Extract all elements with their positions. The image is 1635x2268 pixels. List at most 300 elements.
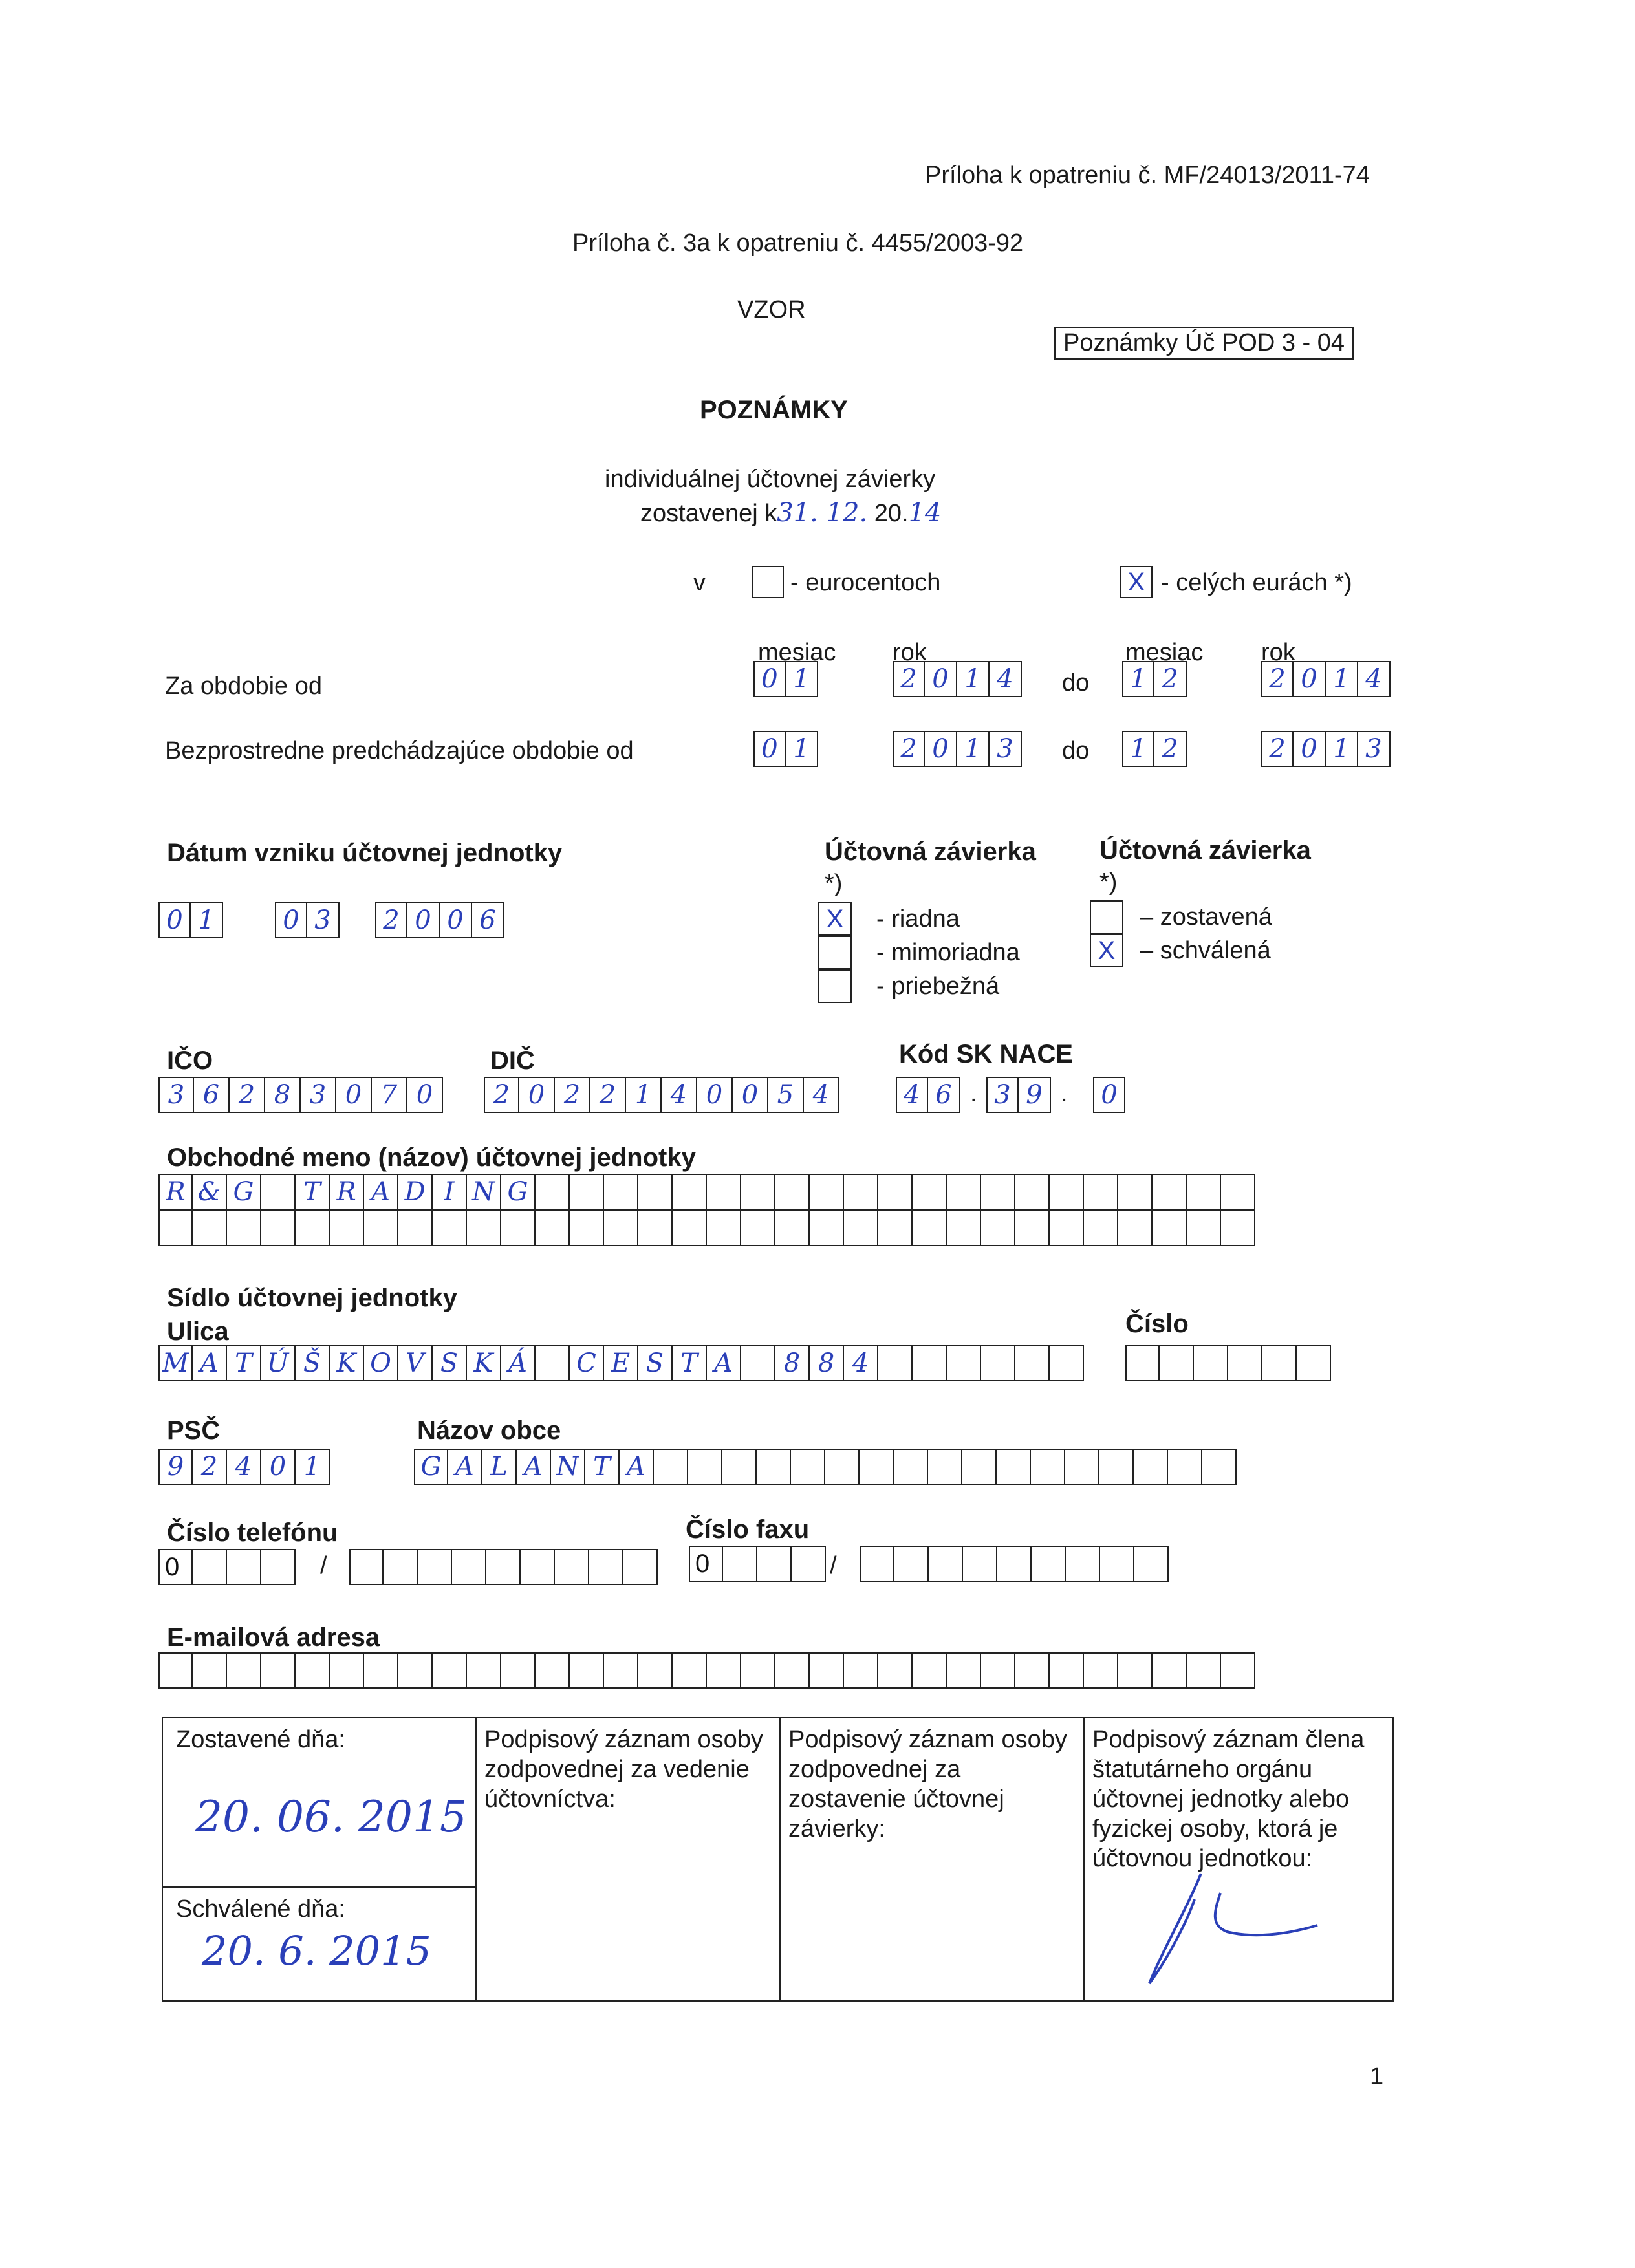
char-cell bbox=[860, 1449, 894, 1485]
char-cell: R bbox=[158, 1174, 193, 1210]
signature-scribble bbox=[1123, 1867, 1356, 1996]
char-cell bbox=[1187, 1652, 1221, 1689]
char-cell bbox=[963, 1546, 997, 1582]
signature-table bbox=[162, 1717, 1394, 2002]
business-name-row-1[interactable] bbox=[158, 1174, 1255, 1210]
current-to-month[interactable] bbox=[1122, 661, 1187, 697]
euro-checkbox[interactable]: X bbox=[1120, 566, 1153, 598]
char-cell: L bbox=[482, 1449, 517, 1485]
char-cell bbox=[947, 1210, 981, 1246]
founded-month[interactable] bbox=[275, 902, 340, 938]
digit-cell: 4 bbox=[1358, 661, 1391, 697]
uz-star-2: *) bbox=[1099, 869, 1118, 896]
char-cell bbox=[501, 1210, 536, 1246]
digit-cell: 0 bbox=[407, 1077, 443, 1113]
char-cell bbox=[1187, 1174, 1221, 1210]
statutory-signature-label: Podpisový záznam člena štatutárneho orgánu účtovnej jednotky alebo fyzickej osoby, ktorá je účtovnou jednotkou: bbox=[1092, 1726, 1365, 1872]
char-cell bbox=[707, 1210, 741, 1246]
char-cell: 0 bbox=[261, 1449, 296, 1485]
closing-date: 31. 12. bbox=[777, 498, 868, 528]
form-code-box: Poznámky Úč POD 3 - 04 bbox=[1054, 327, 1354, 360]
dates-column bbox=[163, 1718, 477, 2000]
char-cell bbox=[913, 1345, 947, 1381]
euro-label: - celých eurách *) bbox=[1161, 569, 1352, 596]
char-cell bbox=[296, 1652, 330, 1689]
char-cell bbox=[1084, 1174, 1118, 1210]
char-cell bbox=[929, 1546, 963, 1582]
char-cell bbox=[398, 1652, 433, 1689]
char-cell bbox=[261, 1549, 296, 1585]
uz-priebezna-checkbox[interactable] bbox=[818, 969, 852, 1003]
char-cell: 2 bbox=[193, 1449, 227, 1485]
char-cell bbox=[894, 1449, 928, 1485]
char-cell bbox=[1153, 1652, 1187, 1689]
phone-prefix-field[interactable] bbox=[158, 1549, 296, 1585]
char-cell: Š bbox=[296, 1345, 330, 1381]
compiled-label: Zostavené dňa: bbox=[176, 1726, 345, 1753]
char-cell bbox=[398, 1210, 433, 1246]
char-cell bbox=[418, 1549, 452, 1585]
char-cell: 8 bbox=[775, 1345, 810, 1381]
char-cell bbox=[1160, 1345, 1194, 1381]
char-cell bbox=[1065, 1449, 1099, 1485]
units-v-label: v bbox=[693, 569, 706, 596]
char-cell bbox=[673, 1652, 707, 1689]
char-cell bbox=[723, 1546, 757, 1582]
char-cell bbox=[1050, 1652, 1084, 1689]
founded-label: Dátum vzniku účtovnej jednotky bbox=[167, 839, 563, 867]
char-cell bbox=[844, 1174, 878, 1210]
char-cell: A bbox=[517, 1449, 551, 1485]
accounting-signature-label: Podpisový záznam osoby zodpovednej za vedenie účtovníctva: bbox=[484, 1726, 763, 1813]
current-from-year[interactable] bbox=[893, 661, 1022, 697]
char-cell bbox=[741, 1652, 775, 1689]
char-cell bbox=[878, 1174, 913, 1210]
psc-label: PSČ bbox=[167, 1416, 221, 1445]
digit-cell: 1 bbox=[786, 661, 818, 697]
char-cell bbox=[741, 1174, 775, 1210]
title-line-2 bbox=[640, 498, 941, 528]
char-cell bbox=[654, 1449, 688, 1485]
char-cell: M bbox=[158, 1345, 193, 1381]
digit-cell: 0 bbox=[697, 1077, 733, 1113]
char-cell bbox=[757, 1449, 791, 1485]
char-cell: K bbox=[467, 1345, 501, 1381]
char-cell bbox=[913, 1210, 947, 1246]
col-mesiac-1: mesiac bbox=[758, 639, 836, 666]
char-cell bbox=[521, 1549, 555, 1585]
char-cell bbox=[536, 1652, 570, 1689]
char-cell bbox=[158, 1652, 193, 1689]
char-cell bbox=[1134, 1546, 1169, 1582]
char-cell: S bbox=[433, 1345, 467, 1381]
char-cell bbox=[638, 1174, 673, 1210]
digit-cell: 3 bbox=[307, 902, 340, 938]
char-cell bbox=[1168, 1449, 1202, 1485]
char-cell bbox=[1202, 1449, 1237, 1485]
char-cell bbox=[757, 1546, 792, 1582]
dic-field[interactable] bbox=[484, 1077, 839, 1113]
phone-number-field[interactable] bbox=[349, 1549, 658, 1585]
char-cell bbox=[1015, 1652, 1050, 1689]
digit-cell: 0 bbox=[733, 1077, 768, 1113]
annex-reference-3a: Príloha č. 3a k opatreniu č. 4455/2003-92 bbox=[572, 230, 1024, 257]
char-cell bbox=[741, 1345, 775, 1381]
char-cell: D bbox=[398, 1174, 433, 1210]
char-cell: G bbox=[227, 1174, 261, 1210]
fax-prefix-field[interactable] bbox=[689, 1546, 826, 1582]
char-cell bbox=[1125, 1345, 1160, 1381]
char-cell: & bbox=[193, 1174, 227, 1210]
char-cell bbox=[467, 1210, 501, 1246]
char-cell bbox=[638, 1652, 673, 1689]
uz-priebezna-label: - priebežná bbox=[876, 973, 1000, 1000]
digit-cell: 4 bbox=[804, 1077, 839, 1113]
char-cell bbox=[1050, 1345, 1084, 1381]
char-cell: N bbox=[467, 1174, 501, 1210]
approved-date-cell bbox=[163, 1888, 475, 2014]
char-cell bbox=[981, 1345, 1015, 1381]
previous-from-year[interactable] bbox=[893, 731, 1022, 767]
digit-cell: 0 bbox=[336, 1077, 372, 1113]
number-field[interactable] bbox=[1125, 1345, 1331, 1381]
approved-date: 20. 6. 2015 bbox=[202, 1927, 431, 1974]
previous-from-month[interactable] bbox=[753, 731, 818, 767]
char-cell bbox=[673, 1210, 707, 1246]
char-cell: T bbox=[585, 1449, 620, 1485]
fax-label: Číslo faxu bbox=[686, 1515, 810, 1544]
char-cell: I bbox=[433, 1174, 467, 1210]
char-cell: O bbox=[364, 1345, 398, 1381]
phone-slash: / bbox=[320, 1552, 327, 1579]
nace-field-b[interactable] bbox=[986, 1077, 1051, 1113]
digit-cell: 6 bbox=[194, 1077, 230, 1113]
uz-title-2: Účtovná závierka bbox=[1099, 836, 1311, 865]
char-cell bbox=[878, 1210, 913, 1246]
char-cell bbox=[962, 1449, 997, 1485]
char-cell bbox=[913, 1174, 947, 1210]
char-cell bbox=[878, 1652, 913, 1689]
digit-cell: 1 bbox=[1326, 731, 1358, 767]
char-cell bbox=[792, 1546, 826, 1582]
title-line-1: individuálnej účtovnej závierky bbox=[605, 466, 936, 493]
col-rok-1: rok bbox=[893, 639, 927, 666]
char-cell bbox=[261, 1174, 296, 1210]
char-cell bbox=[722, 1449, 757, 1485]
char-cell bbox=[227, 1210, 261, 1246]
digit-cell: 3 bbox=[158, 1077, 194, 1113]
digit-cell: 0 bbox=[753, 661, 786, 697]
digit-cell: 2 bbox=[1154, 731, 1187, 767]
char-cell: G bbox=[501, 1174, 536, 1210]
char-cell bbox=[501, 1652, 536, 1689]
char-cell bbox=[433, 1210, 467, 1246]
char-cell: N bbox=[551, 1449, 585, 1485]
email-label: E-mailová adresa bbox=[167, 1623, 380, 1652]
compiler-signature-label: Podpisový záznam osoby zodpovednej za zostavenie účtovnej závierky: bbox=[788, 1726, 1067, 1842]
char-cell bbox=[1066, 1546, 1100, 1582]
char-cell bbox=[1228, 1345, 1262, 1381]
ico-label: IČO bbox=[167, 1046, 213, 1075]
uz-star-1: *) bbox=[825, 870, 843, 897]
char-cell bbox=[981, 1174, 1015, 1210]
fax-slash: / bbox=[830, 1552, 837, 1579]
digit-cell: 2 bbox=[893, 731, 925, 767]
digit-cell: 1 bbox=[957, 661, 990, 697]
uz-schvalena-checkbox[interactable]: X bbox=[1090, 934, 1123, 967]
char-cell bbox=[791, 1449, 825, 1485]
char-cell bbox=[536, 1210, 570, 1246]
char-cell bbox=[570, 1652, 604, 1689]
psc-field[interactable] bbox=[158, 1449, 330, 1485]
char-cell bbox=[158, 1210, 193, 1246]
char-cell bbox=[227, 1652, 261, 1689]
char-cell: Á bbox=[501, 1345, 536, 1381]
digit-cell: 1 bbox=[191, 902, 223, 938]
fax-number-field[interactable] bbox=[860, 1546, 1169, 1582]
char-cell bbox=[981, 1210, 1015, 1246]
char-cell bbox=[1015, 1174, 1050, 1210]
digit-cell: 0 bbox=[275, 902, 307, 938]
char-cell bbox=[947, 1652, 981, 1689]
char-cell bbox=[1221, 1174, 1255, 1210]
char-cell: A bbox=[620, 1449, 654, 1485]
char-cell bbox=[844, 1210, 878, 1246]
digit-cell: 2 bbox=[375, 902, 407, 938]
year-prefix: 20. bbox=[874, 500, 909, 527]
col-rok-2: rok bbox=[1261, 639, 1295, 666]
digit-cell: 2 bbox=[1261, 731, 1294, 767]
street-field[interactable] bbox=[158, 1345, 1084, 1381]
previous-period-label: Bezprostredne predchádzajúce obdobie od bbox=[165, 737, 634, 764]
char-cell bbox=[688, 1449, 722, 1485]
char-cell bbox=[1194, 1345, 1228, 1381]
char-cell bbox=[878, 1345, 913, 1381]
char-cell bbox=[997, 1449, 1031, 1485]
char-cell bbox=[1153, 1174, 1187, 1210]
digit-cell: 1 bbox=[957, 731, 990, 767]
digit-cell: 1 bbox=[626, 1077, 662, 1113]
digit-cell: 0 bbox=[753, 731, 786, 767]
char-cell: T bbox=[673, 1345, 707, 1381]
city-label: Názov obce bbox=[417, 1416, 561, 1445]
current-period-label: Za obdobie od bbox=[165, 673, 322, 700]
char-cell: C bbox=[570, 1345, 604, 1381]
char-cell bbox=[1099, 1449, 1134, 1485]
char-cell bbox=[844, 1652, 878, 1689]
uz-riadna-label: - riadna bbox=[876, 905, 960, 933]
digit-cell: 0 bbox=[925, 661, 957, 697]
char-cell bbox=[193, 1652, 227, 1689]
char-cell bbox=[1032, 1546, 1066, 1582]
digit-cell: 6 bbox=[928, 1077, 960, 1113]
char-cell bbox=[1031, 1449, 1065, 1485]
digit-cell: 7 bbox=[372, 1077, 407, 1113]
digit-cell: 2 bbox=[1154, 661, 1187, 697]
uz-zostavena-checkbox[interactable] bbox=[1090, 900, 1123, 934]
digit-cell: 2 bbox=[1261, 661, 1294, 697]
current-to-year[interactable] bbox=[1261, 661, 1391, 697]
char-cell bbox=[913, 1652, 947, 1689]
char-cell: V bbox=[398, 1345, 433, 1381]
char-cell bbox=[1050, 1174, 1084, 1210]
char-cell bbox=[433, 1652, 467, 1689]
char-cell bbox=[775, 1652, 810, 1689]
uz-mimoriadna-label: - mimoriadna bbox=[876, 939, 1020, 966]
digit-cell: 1 bbox=[1326, 661, 1358, 697]
char-cell: A bbox=[707, 1345, 741, 1381]
char-cell bbox=[1187, 1210, 1221, 1246]
char-cell bbox=[928, 1449, 962, 1485]
char-cell bbox=[673, 1174, 707, 1210]
char-cell bbox=[364, 1210, 398, 1246]
char-cell: E bbox=[604, 1345, 638, 1381]
char-cell bbox=[947, 1174, 981, 1210]
char-cell bbox=[860, 1546, 894, 1582]
char-cell bbox=[193, 1549, 227, 1585]
uz-riadna-checkbox[interactable]: X bbox=[818, 902, 852, 936]
char-cell bbox=[1084, 1652, 1118, 1689]
char-cell bbox=[638, 1210, 673, 1246]
char-cell bbox=[947, 1345, 981, 1381]
char-cell: K bbox=[330, 1345, 364, 1381]
digit-cell: 0 bbox=[158, 902, 191, 938]
char-cell bbox=[555, 1549, 589, 1585]
char-cell: 4 bbox=[844, 1345, 878, 1381]
statutory-signature-cell[interactable] bbox=[1085, 1718, 1392, 2000]
char-cell: 0 bbox=[689, 1546, 723, 1582]
previous-to-year[interactable] bbox=[1261, 731, 1391, 767]
char-cell bbox=[1118, 1174, 1153, 1210]
digit-cell: 6 bbox=[472, 902, 504, 938]
char-cell: A bbox=[193, 1345, 227, 1381]
char-cell bbox=[604, 1652, 638, 1689]
char-cell bbox=[570, 1174, 604, 1210]
nace-label: Kód SK NACE bbox=[899, 1040, 1073, 1068]
founded-year[interactable] bbox=[375, 902, 504, 938]
char-cell bbox=[1015, 1210, 1050, 1246]
char-cell bbox=[741, 1210, 775, 1246]
char-cell bbox=[330, 1210, 364, 1246]
char-cell bbox=[1084, 1210, 1118, 1246]
approved-label: Schválené dňa: bbox=[176, 1895, 345, 1923]
current-do-label: do bbox=[1062, 669, 1090, 697]
founded-day[interactable] bbox=[158, 902, 223, 938]
digit-cell: 0 bbox=[519, 1077, 555, 1113]
char-cell: T bbox=[296, 1174, 330, 1210]
digit-cell: 0 bbox=[440, 902, 472, 938]
char-cell bbox=[261, 1210, 296, 1246]
uz-mimoriadna-checkbox[interactable] bbox=[818, 936, 852, 969]
digit-cell: 5 bbox=[768, 1077, 804, 1113]
char-cell bbox=[1153, 1210, 1187, 1246]
digit-cell: 0 bbox=[407, 902, 440, 938]
char-cell bbox=[589, 1549, 623, 1585]
char-cell bbox=[536, 1174, 570, 1210]
eurocent-label: - eurocentoch bbox=[790, 569, 941, 596]
digit-cell: 2 bbox=[555, 1077, 590, 1113]
uz-zostavena-label: – zostavená bbox=[1140, 903, 1272, 931]
char-cell bbox=[810, 1174, 844, 1210]
ico-field[interactable] bbox=[158, 1077, 443, 1113]
previous-to-month[interactable] bbox=[1122, 731, 1187, 767]
char-cell: 8 bbox=[810, 1345, 844, 1381]
title-line-2-prefix: zostavenej k bbox=[640, 500, 777, 527]
digit-cell: 8 bbox=[265, 1077, 301, 1113]
nace-dot-2: . bbox=[1061, 1080, 1068, 1107]
compiler-signature-cell[interactable] bbox=[781, 1718, 1085, 2000]
digit-cell: 2 bbox=[484, 1077, 519, 1113]
char-cell: 4 bbox=[227, 1449, 261, 1485]
digit-cell: 4 bbox=[896, 1077, 928, 1113]
previous-do-label: do bbox=[1062, 737, 1090, 764]
digit-cell: 2 bbox=[893, 661, 925, 697]
char-cell bbox=[1100, 1546, 1134, 1582]
char-cell bbox=[261, 1652, 296, 1689]
current-from-month[interactable] bbox=[753, 661, 818, 697]
closing-year: 14 bbox=[908, 498, 942, 528]
city-field[interactable] bbox=[414, 1449, 1237, 1485]
page-number: 1 bbox=[1370, 2063, 1384, 2090]
char-cell bbox=[997, 1546, 1032, 1582]
char-cell bbox=[296, 1210, 330, 1246]
digit-cell: 0 bbox=[1093, 1077, 1125, 1113]
accounting-signature-cell[interactable] bbox=[477, 1718, 781, 2000]
char-cell bbox=[1050, 1210, 1084, 1246]
email-field[interactable] bbox=[158, 1652, 1255, 1689]
digit-cell: 1 bbox=[1122, 731, 1154, 767]
compiled-date-cell bbox=[163, 1718, 475, 1888]
char-cell bbox=[330, 1652, 364, 1689]
document-title: POZNÁMKY bbox=[700, 396, 848, 424]
phone-label: Číslo telefónu bbox=[167, 1518, 338, 1547]
nace-field-a[interactable] bbox=[896, 1077, 960, 1113]
digit-cell: 2 bbox=[590, 1077, 626, 1113]
nace-field-c[interactable] bbox=[1093, 1077, 1125, 1113]
char-cell bbox=[349, 1549, 384, 1585]
char-cell bbox=[810, 1210, 844, 1246]
char-cell bbox=[894, 1546, 929, 1582]
digit-cell: 3 bbox=[1358, 731, 1391, 767]
vzor-label: VZOR bbox=[737, 296, 806, 323]
col-mesiac-2: mesiac bbox=[1125, 639, 1204, 666]
char-cell bbox=[825, 1449, 860, 1485]
char-cell bbox=[467, 1652, 501, 1689]
char-cell bbox=[1134, 1449, 1168, 1485]
digit-cell: 0 bbox=[1294, 661, 1326, 697]
business-name-row-2[interactable] bbox=[158, 1210, 1255, 1246]
business-name-label: Obchodné meno (názov) účtovnej jednotky bbox=[167, 1143, 696, 1172]
digit-cell: 0 bbox=[925, 731, 957, 767]
char-cell bbox=[604, 1174, 638, 1210]
digit-cell: 3 bbox=[990, 731, 1022, 767]
digit-cell: 1 bbox=[786, 731, 818, 767]
annex-reference-main: Príloha k opatreniu č. MF/24013/2011-74 bbox=[925, 162, 1370, 189]
number-label: Číslo bbox=[1125, 1310, 1189, 1338]
char-cell bbox=[707, 1174, 741, 1210]
char-cell bbox=[193, 1210, 227, 1246]
char-cell: 9 bbox=[158, 1449, 193, 1485]
char-cell bbox=[775, 1210, 810, 1246]
eurocent-checkbox[interactable] bbox=[752, 566, 784, 598]
char-cell bbox=[775, 1174, 810, 1210]
uz-schvalena-label: – schválená bbox=[1140, 937, 1271, 964]
digit-cell: 3 bbox=[986, 1077, 1019, 1113]
char-cell bbox=[570, 1210, 604, 1246]
char-cell bbox=[364, 1652, 398, 1689]
char-cell bbox=[623, 1549, 658, 1585]
char-cell: 1 bbox=[296, 1449, 330, 1485]
